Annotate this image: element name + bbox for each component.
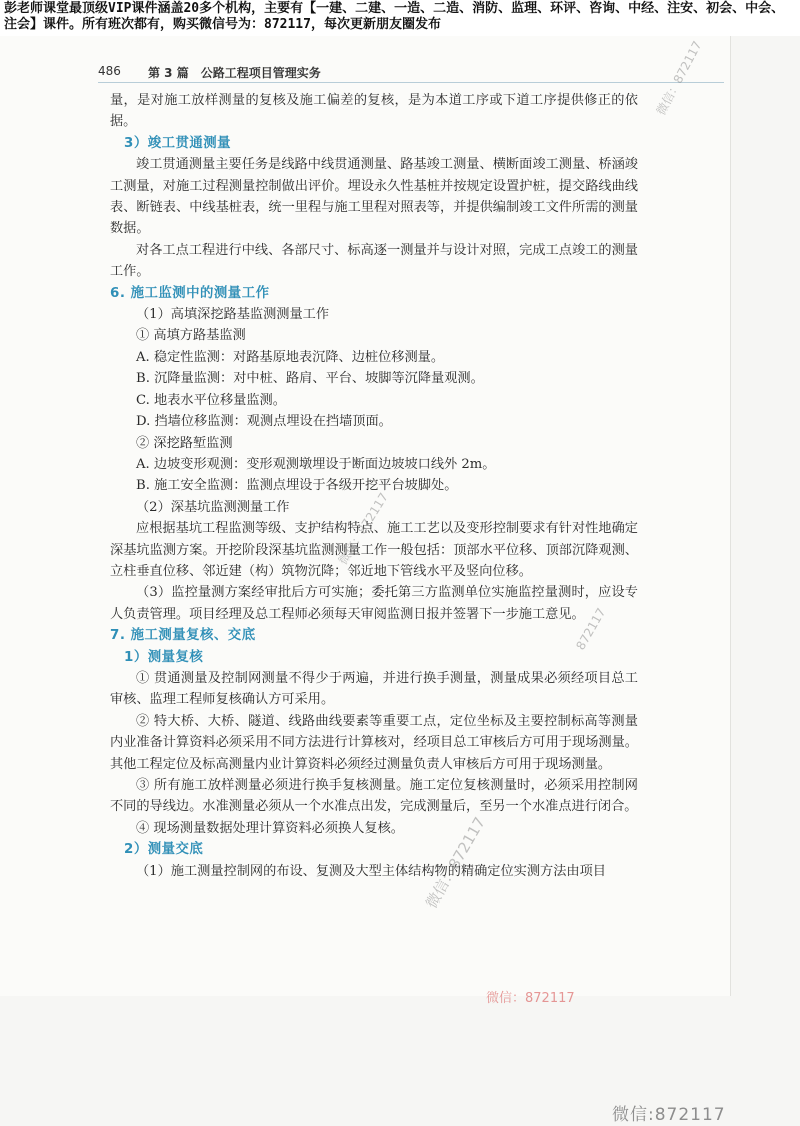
page-content (110, 90, 638, 882)
header-rule (98, 82, 724, 83)
body-paragraph: 竣工贯通测量主要任务是线路中线贯通测量、路基竣工测量、横断面竣工测量、桥涵竣工测量，对施工过程测量控制做出评价。埋设永久性基桩并按规定设置护桩，提交路线曲线表、断链表、中线基桩表，统一里程与施工里程对照表等，并提供编制竣工文件所需的测量数据。 (110, 157, 638, 237)
page-header (98, 62, 724, 84)
body-paragraph: A. 边坡变形观测：变形观测墩埋设于断面边坡坡口线外 2m。 (136, 456, 496, 472)
section-title: 第 3 篇 公路工程项目管理实务 (148, 66, 321, 80)
watermark-mid-3: 微信：872117 (422, 813, 489, 912)
watermark-side: 微信：872117 (653, 38, 705, 118)
subsection-heading: 1）测量复核 (124, 649, 204, 665)
watermark-mid-2: 872117 (573, 605, 609, 653)
promo-banner: 彭老师课堂最顶级VIP课件涵盖20多个机构，主要有【一建、二建、一造、二造、消防、监理、环评、咨询、中经、注安、初会、中会、注会】课件。所有班次都有，购买微信号为：872117，每次更新朋友圈发布 (0, 0, 800, 36)
body-paragraph: A. 稳定性监测：对路基原地表沉降、边桩位移测量。 (136, 349, 445, 365)
body-paragraph: 量，是对施工放样测量的复核及施工偏差的复核，是为本道工序或下道工序提供修正的依据。 (110, 93, 638, 130)
body-paragraph: ② 特大桥、大桥、隧道、线路曲线要素等重要工点，定位坐标及主要控制标高等测量内业准备计算资料必须采用不同方法进行计算核对，经项目总工审核后方可用于现场测量。其他工程定位及标高测量内业计算资料必须经过测量负责人审核后方可用于现场测量。 (110, 713, 638, 772)
subsection-heading: 3）竣工贯通测量 (124, 135, 232, 151)
watermark-mid-1: 微信：872117 (335, 490, 391, 568)
body-paragraph: D. 挡墙位移监测：观测点埋设在挡墙顶面。 (136, 414, 392, 430)
body-paragraph: 应根据基坑工程监测等级、支护结构特点、施工工艺以及变形控制要求有针对性地确定深基坑监测方案。开挖阶段深基坑监测测量工作一般包括：顶部水平位移、顶部沉降观测、立柱垂直位移、邻近建（构）筑物沉降；邻近地下管线水平及竖向位移。 (110, 521, 638, 579)
section-heading: 6. 施工监测中的测量工作 (110, 285, 270, 301)
body-paragraph: B. 施工安全监测：监测点埋设于各级开挖平台坡脚处。 (136, 478, 458, 494)
body-paragraph: （1）高填深挖路基监测测量工作 (136, 307, 330, 323)
body-paragraph: ① 贯通测量及控制网测量不得少于两遍，并进行换手测量，测量成果必须经项目总工审核、监理工程师复核确认方可采用。 (110, 670, 638, 708)
body-paragraph: （1）施工测量控制网的布设、复测及大型主体结构物的精确定位实测方法由项目 (136, 863, 606, 879)
body-paragraph: ④ 现场测量数据处理计算资料必须换人复核。 (136, 820, 404, 836)
subsection-heading: 2）测量交底 (124, 842, 204, 858)
body-paragraph: B. 沉降量监测：对中桩、路肩、平台、坡脚等沉降量观测。 (136, 371, 484, 387)
body-paragraph: ③ 所有施工放样测量必须进行换手复核测量。施工定位复核测量时，必须采用控制网不同的导线边。水准测量必须从一个水准点出发，完成测量后，至另一个水准点进行闭合。 (110, 778, 638, 815)
body-paragraph: （2）深基坑监测测量工作 (136, 499, 290, 515)
section-heading: 7. 施工测量复核、交底 (110, 628, 256, 644)
watermark-red: 微信：872117 (486, 991, 575, 1006)
body-paragraph: ① 高填方路基监测 (136, 328, 246, 344)
body-paragraph: C. 地表水平位移量监测。 (136, 392, 286, 408)
body-paragraph: 对各工点工程进行中线、各部尺寸、标高逐一测量并与设计对照，完成工点竣工的测量工作。 (110, 242, 638, 280)
footer-watermark: 微信:872117 (612, 1105, 726, 1125)
body-paragraph: （3）监控量测方案经审批后方可实施；委托第三方监测单位实施监控量测时，应设专人负责管理。项目经理及总工程师必须每天审阅监测日报并签署下一步施工意见。 (110, 585, 638, 622)
body-paragraph: ② 深挖路堑监测 (136, 435, 233, 451)
page-number: 486 (98, 64, 121, 78)
